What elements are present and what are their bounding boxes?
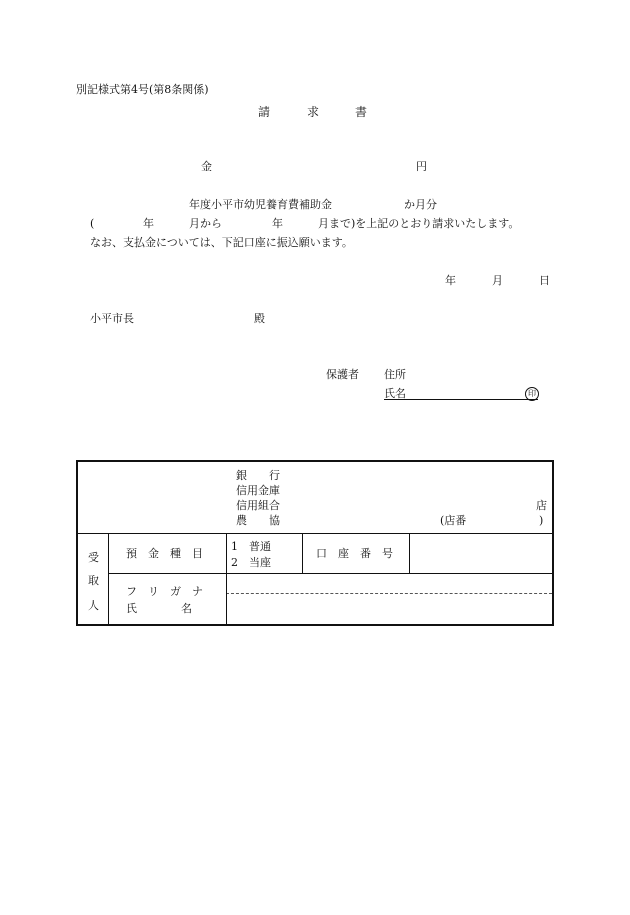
account-label-divider <box>409 533 410 573</box>
institution-credit-union: 信用組合 <box>236 499 280 512</box>
months-suffix: か月分 <box>404 198 437 211</box>
recipient-char-3: 人 <box>88 599 99 612</box>
to-year: 年 <box>272 217 283 230</box>
date-year: 年 <box>445 274 456 287</box>
furigana-label: フ リ ガ ナ <box>126 585 203 598</box>
branch-suffix: 店 <box>536 499 547 512</box>
amount-prefix: 金 <box>201 160 212 173</box>
recipient-char-2: 取 <box>88 574 99 587</box>
guardian-label: 保護者 <box>326 368 359 381</box>
title-char-2: 求 <box>307 105 320 119</box>
from-month: 月から <box>189 217 222 230</box>
label-column-divider <box>226 533 227 626</box>
branch-code-open: (店番 <box>440 514 467 527</box>
payment-note: なお、支払金については、下記口座に振込願います。 <box>90 236 353 249</box>
form-label: 別記様式第4号(第8条関係) <box>76 83 209 96</box>
name-label: 氏名 <box>384 387 406 400</box>
name-underline <box>384 399 538 400</box>
date-day: 日 <box>539 274 550 287</box>
seal-mark: 印 <box>525 387 539 401</box>
title-char-3: 書 <box>355 105 368 119</box>
addressee-honorific: 殿 <box>254 312 265 325</box>
from-year: 年 <box>143 217 154 230</box>
row-divider-top <box>78 533 552 534</box>
deposit-type-divider <box>302 533 303 573</box>
furigana-dashed-line <box>226 593 552 594</box>
row-divider-mid <box>108 573 552 574</box>
branch-code-close: ) <box>539 514 544 527</box>
institution-nokyo: 農 協 <box>236 514 280 527</box>
account-holder-name-label: 氏 名 <box>126 602 192 615</box>
date-month: 月 <box>492 274 503 287</box>
account-number-label: 口 座 番 号 <box>316 547 393 560</box>
address-label: 住所 <box>384 368 406 381</box>
recipient-char-1: 受 <box>88 551 99 564</box>
title-char-1: 請 <box>258 105 271 119</box>
paren-open: ( <box>90 217 95 230</box>
addressee-name: 小平市長 <box>90 312 134 325</box>
bank-account-table <box>76 460 554 626</box>
deposit-option-regular: 1 普通 <box>231 540 271 553</box>
recipient-column-divider <box>108 533 109 626</box>
deposit-option-checking: 2 当座 <box>231 556 271 569</box>
to-month-request: 月まで)を上記のとおり請求いたします。 <box>318 217 520 230</box>
institution-shinkin: 信用金庫 <box>236 484 280 497</box>
deposit-type-label: 預 金 種 目 <box>126 547 203 560</box>
amount-unit: 円 <box>416 160 427 173</box>
institution-bank: 銀 行 <box>236 469 280 482</box>
subsidy-name: 年度小平市幼児養育費補助金 <box>189 198 332 211</box>
